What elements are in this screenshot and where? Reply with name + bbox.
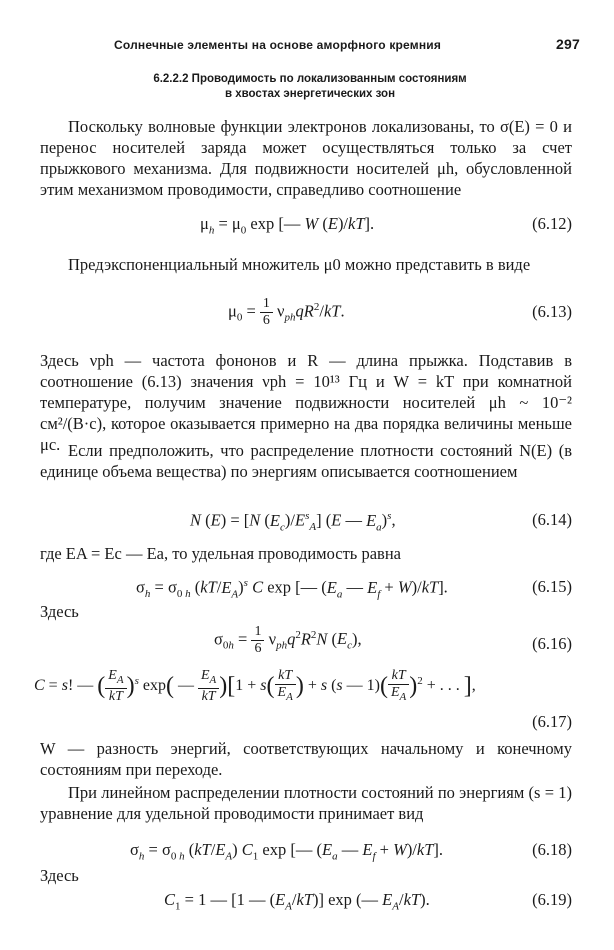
equation-6-17: C = s! — ( $\frac{E_A}{kT}$ )$^s$ exp( — $\frac{E_A}{kT}$ )[1 + s( $\frac{kT}{E_A}$ ) + s (s — 1)( $\frac{kT}{E_A}$ )$^2$ + . . . ], — [34, 668, 476, 704]
equation-6-14: N (E) = [N $(E_c)/E^s_A$] (E — $E_a)^s$, (6.14) — [190, 510, 572, 533]
equation-6-15: $\sigma_h = \sigma_{0 h}$ $(kT/E_A)^s$ C exp [— ($E_a$ — $E_f + W)/kT$]. (6.15) — [136, 577, 572, 600]
paragraph-1: Поскольку волновые функции электронов локализованы, то σ(E) = 0 и перенос носителей заряда может осуществляться только за счет прыжкового механизма. Для подвижности носителей μh, обусловленной этим механизмом проводимости, справедливо соотношение — [40, 117, 572, 199]
paragraph-3: Здесь νph — частота фононов и R — длина прыжка. Подставив в соотношение (6.13) значения νph = 10¹³ Гц и W = kT при комнатной температуре, получим значение подвижности носителей μh ~ 10⁻² см²/(В·с), которое оказывается примерно на два порядка величины меньше μc. — [40, 351, 572, 454]
equation-6-13: $\mu_0$ = $\frac{1}{6}$ $\nu_{ph}qR^2/kT$. (6.13) — [228, 296, 572, 328]
equation-number: (6.19) — [532, 890, 572, 909]
paragraph-4: Если предположить, что распределение плотности состояний N(E) (в единице объема вещества) по энергиям описывается соотношением — [40, 441, 572, 481]
equation-number: (6.14) — [532, 510, 572, 529]
section-title-line-2: в хвостах энергетических зон — [224, 88, 396, 100]
equation-number: (6.16) — [532, 634, 572, 653]
section-title-line-1: 6.2.2.2 Проводимость по локализованным состояниям — [153, 73, 467, 85]
paragraph-7: W — разность энергий, соответствующих начальному и конечному состояниям при переходе. — [40, 739, 572, 779]
equation-6-16: $\sigma_{0h}$ = $\frac{1}{6}$ $\nu_{ph}q^2R^2N$ $(E_c)$, (6.16) — [214, 624, 572, 656]
paragraph-8: При линейном распределении плотности состояний по энергиям (s = 1) уравнение для удельной проводимости принимает вид — [40, 783, 572, 823]
equation-number: (6.13) — [532, 302, 572, 321]
equation-6-18: $\sigma_h = \sigma_{0 h}$ $(kT/E_A)$ $C_1$ exp [— ($E_a$ — $E_f + W)/kT$]. (6.18) — [130, 840, 572, 863]
section-title — [60, 72, 560, 102]
paragraph-6: Здесь — [40, 602, 79, 621]
paragraph-2: Предэкспоненциальный множитель μ0 можно представить в виде — [68, 255, 531, 274]
equation-number: (6.18) — [532, 840, 572, 859]
running-title: Солнечные элементы на основе аморфного кремния — [114, 38, 442, 52]
page-number: 297 — [556, 36, 580, 52]
equation-6-17-number-row — [40, 712, 572, 736]
paragraph-5: где EA = Ec — Ea, то удельная проводимость равна — [40, 544, 401, 563]
equation-6-12: $\mu_h = \mu_0$ exp [— W (E)/kT]. (6.12) — [200, 214, 572, 237]
equation-number: (6.17) — [532, 712, 572, 731]
paragraph-9: Здесь — [40, 866, 79, 885]
equation-6-19: $C_1 = 1$ — [1 — $(E_A/kT)$] exp (— $E_A/kT$). (6.19) — [164, 890, 572, 913]
equation-number: (6.15) — [532, 577, 572, 596]
equation-number: (6.12) — [532, 214, 572, 233]
